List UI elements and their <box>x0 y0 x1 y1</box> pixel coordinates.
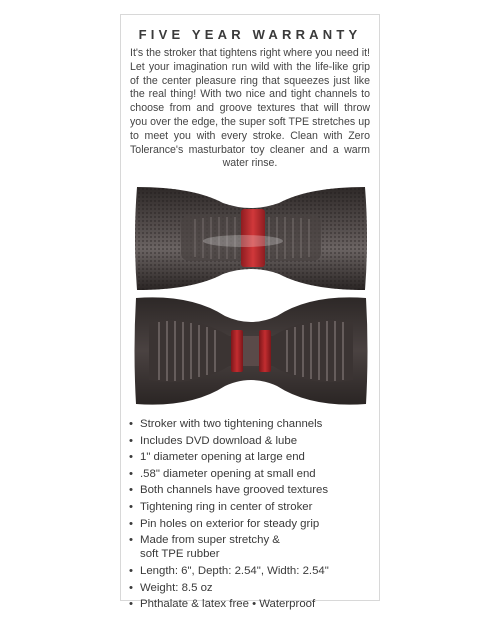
feature-item: • Stroker with two tightening channels <box>129 418 323 430</box>
product-info-panel <box>120 14 380 611</box>
feature-item: • Made from super stretchy & soft TPE rubber <box>129 534 280 561</box>
tightening-ring-right <box>259 330 271 372</box>
feature-list <box>129 417 375 614</box>
feature-item: • Phthalate & latex free • Waterproof <box>129 598 316 611</box>
feature-item: • Tightening ring in center of stroker <box>129 500 313 513</box>
stroker-interior-illustration <box>133 292 369 410</box>
product-image-exterior <box>133 183 369 294</box>
feature-item: • .58" diameter opening at small end <box>129 467 316 480</box>
feature-item: • Pin holes on exterior for steady grip <box>129 517 320 530</box>
product-description: It's the stroker that tightens right where you need it! Let your imagination run wild with the life-like grip of the center pleasure ring that squeezes just like the real thing! With two nice and tight channels to choose from and groove textures that will throw you over the edge, the super soft TPE stretches up to meet you with every stroke. Clean with Zero Tolerance's masturbator toy cleaner and a warm water rinse. <box>130 47 370 170</box>
feature-item: • Weight: 8.5 oz <box>129 581 213 594</box>
product-image-interior <box>133 292 369 410</box>
warranty-heading: FIVE YEAR WARRANTY <box>138 27 362 42</box>
feature-item: • Includes DVD download & lube <box>129 434 298 447</box>
feature-item: • Length: 6", Depth: 2.54", Width: 2.54" <box>129 565 329 578</box>
feature-item: • Both channels have grooved textures <box>129 484 329 497</box>
feature-item: • 1" diameter opening at large end <box>129 451 305 464</box>
stroker-exterior-illustration <box>133 183 369 294</box>
tightening-ring-left <box>231 330 243 372</box>
